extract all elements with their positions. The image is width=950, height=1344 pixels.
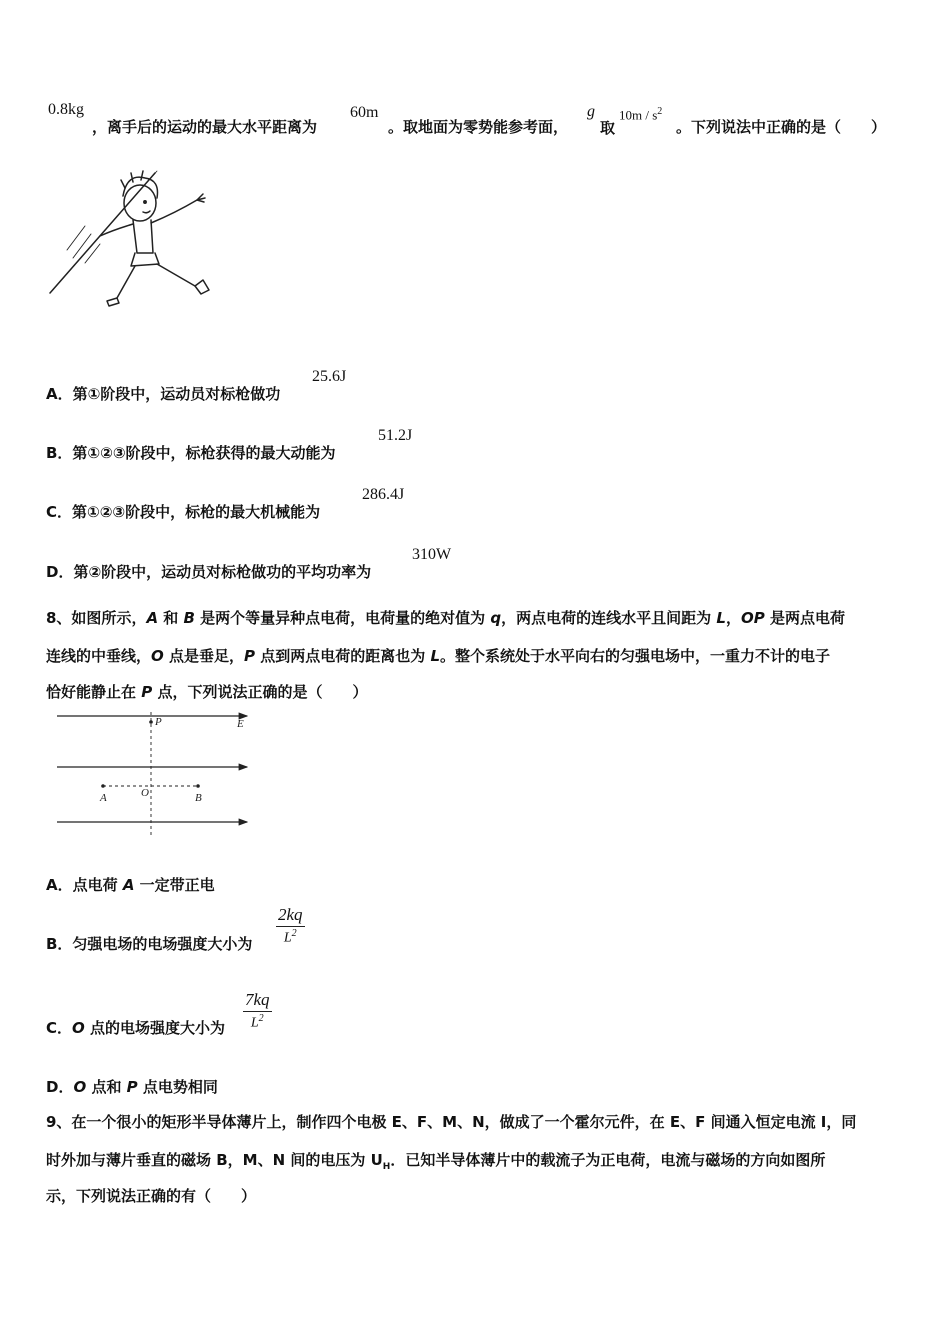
q7-option-b-value: 51.2J xyxy=(378,427,413,444)
q7-option-d-text: D．第②阶段中，运动员对标枪做功的平均功率为 xyxy=(46,563,372,581)
javelin-thrower-figure xyxy=(45,158,215,318)
point-p xyxy=(149,720,153,724)
q7-option-d-value: 310W xyxy=(412,546,452,563)
q7-text-1: ，离手后的运动的最大水平距离为 xyxy=(92,118,318,136)
g-symbol: g xyxy=(587,103,595,120)
q7-option-b-text: B．第①②③阶段中，标枪获得的最大动能为 xyxy=(46,444,336,462)
mass-value: 0.8kg xyxy=(48,101,84,118)
q8-option-b-fraction: 2kq $L^2$ xyxy=(278,905,303,946)
q9-stem-line-3: 示，下列说法正确的有（ ） xyxy=(46,1187,257,1205)
q7-option-a-text: A．第①阶段中，运动员对标枪做功 xyxy=(46,385,281,403)
label-o: O xyxy=(141,787,149,799)
q8-option-c-text: C．O 点的电场强度大小为 xyxy=(46,1019,226,1037)
q9-stem-line-2: 时外加与薄片垂直的磁场 B，M、N 间的电压为 $U_H$．已知半导体薄片中的载流子为正电荷，电流与磁场的方向如图所 xyxy=(46,1151,826,1172)
q7-text-4: 。下列说法中正确的是（ ） xyxy=(676,118,887,136)
q8-stem-line-2: 连线的中垂线，O 点是垂足，P 点到两点电荷的距离也为 L。整个系统处于水平向右的匀强电场中，一重力不计的电子 xyxy=(46,647,831,665)
label-a: A xyxy=(100,792,107,804)
q8-option-d: D．O 点和 P 点电势相同 xyxy=(46,1078,218,1096)
charge-b xyxy=(196,784,200,788)
q7-text-2: 。取地面为零势能参考面， xyxy=(388,118,569,136)
charge-a xyxy=(101,784,105,788)
distance-value: 60m xyxy=(350,104,379,121)
label-b: B xyxy=(195,792,202,804)
label-e: E xyxy=(237,718,244,730)
q8-option-b-text: B．匀强电场的电场强度大小为 xyxy=(46,935,253,953)
q7-option-c-text: C．第①②③阶段中，标枪的最大机械能为 xyxy=(46,503,321,521)
q8-stem-line-1: 8、如图所示，A 和 B 是两个等量异种点电荷，电荷量的绝对值为 q，两点电荷的连线水平且间距为 L，OP 是两点电荷 xyxy=(46,609,845,627)
g-value: $10m / s^2$ xyxy=(619,106,663,123)
label-p: P xyxy=(155,716,162,728)
q7-option-a-value: 25.6J xyxy=(312,368,347,385)
q9-stem-line-1: 9、在一个很小的矩形半导体薄片上，制作四个电极 E、F、M、N，做成了一个霍尔元件，在 E、F 间通入恒定电流 I，同 xyxy=(46,1113,857,1131)
electric-field-figure xyxy=(55,710,265,840)
q8-option-a: A．点电荷 A 一定带正电 xyxy=(46,876,215,894)
q7-text-3: 取 xyxy=(600,119,616,137)
q8-stem-line-3: 恰好能静止在 P 点，下列说法正确的是（ ） xyxy=(46,683,368,701)
q7-option-c-value: 286.4J xyxy=(362,486,405,503)
q8-option-c-fraction: 7kq $L^2$ xyxy=(245,990,270,1031)
